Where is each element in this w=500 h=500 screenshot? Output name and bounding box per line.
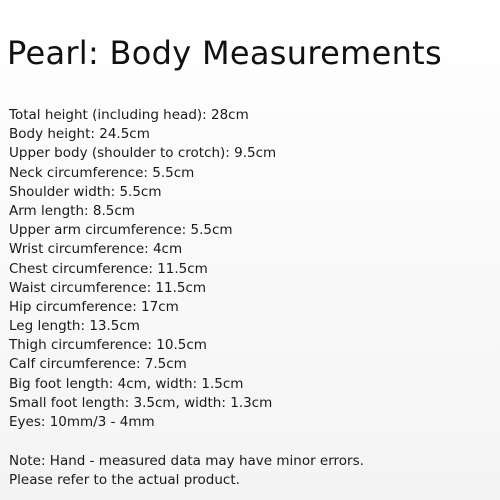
list-item: Big foot length: 4cm, width: 1.5cm (9, 375, 244, 392)
list-item: Thigh circumference: 10.5cm (9, 337, 207, 354)
list-item: Hip circumference: 17cm (9, 298, 179, 315)
note-line: Please refer to the actual product. (9, 472, 240, 489)
note-line: Note: Hand - measured data may have minor errors. (9, 453, 364, 469)
list-item: Arm length: 8.5cm (9, 202, 135, 219)
list-item: Eyes: 10mm/3 - 4mm (9, 414, 155, 430)
list-item: Small foot length: 3.5cm, width: 1.3cm (9, 394, 273, 411)
list-item: Body height: 24.5cm (9, 126, 150, 143)
list-item: Neck circumference: 5.5cm (9, 164, 195, 181)
list-item: Waist circumference: 11.5cm (9, 279, 207, 296)
list-item: Leg length: 13.5cm (9, 318, 140, 335)
page-title: Pearl: Body Measurements (7, 34, 442, 72)
list-item: Shoulder width: 5.5cm (9, 183, 162, 200)
list-item: Chest circumference: 11.5cm (9, 260, 208, 277)
list-item: Total height (including head): 28cm (9, 107, 249, 123)
list-item: Wrist circumference: 4cm (9, 241, 183, 258)
list-item: Upper arm circumference: 5.5cm (9, 222, 233, 239)
list-item: Calf circumference: 7.5cm (9, 356, 187, 373)
list-item: Upper body (shoulder to crotch): 9.5cm (9, 145, 277, 162)
disclaimer-note (9, 452, 364, 490)
measurements-list (9, 106, 276, 432)
